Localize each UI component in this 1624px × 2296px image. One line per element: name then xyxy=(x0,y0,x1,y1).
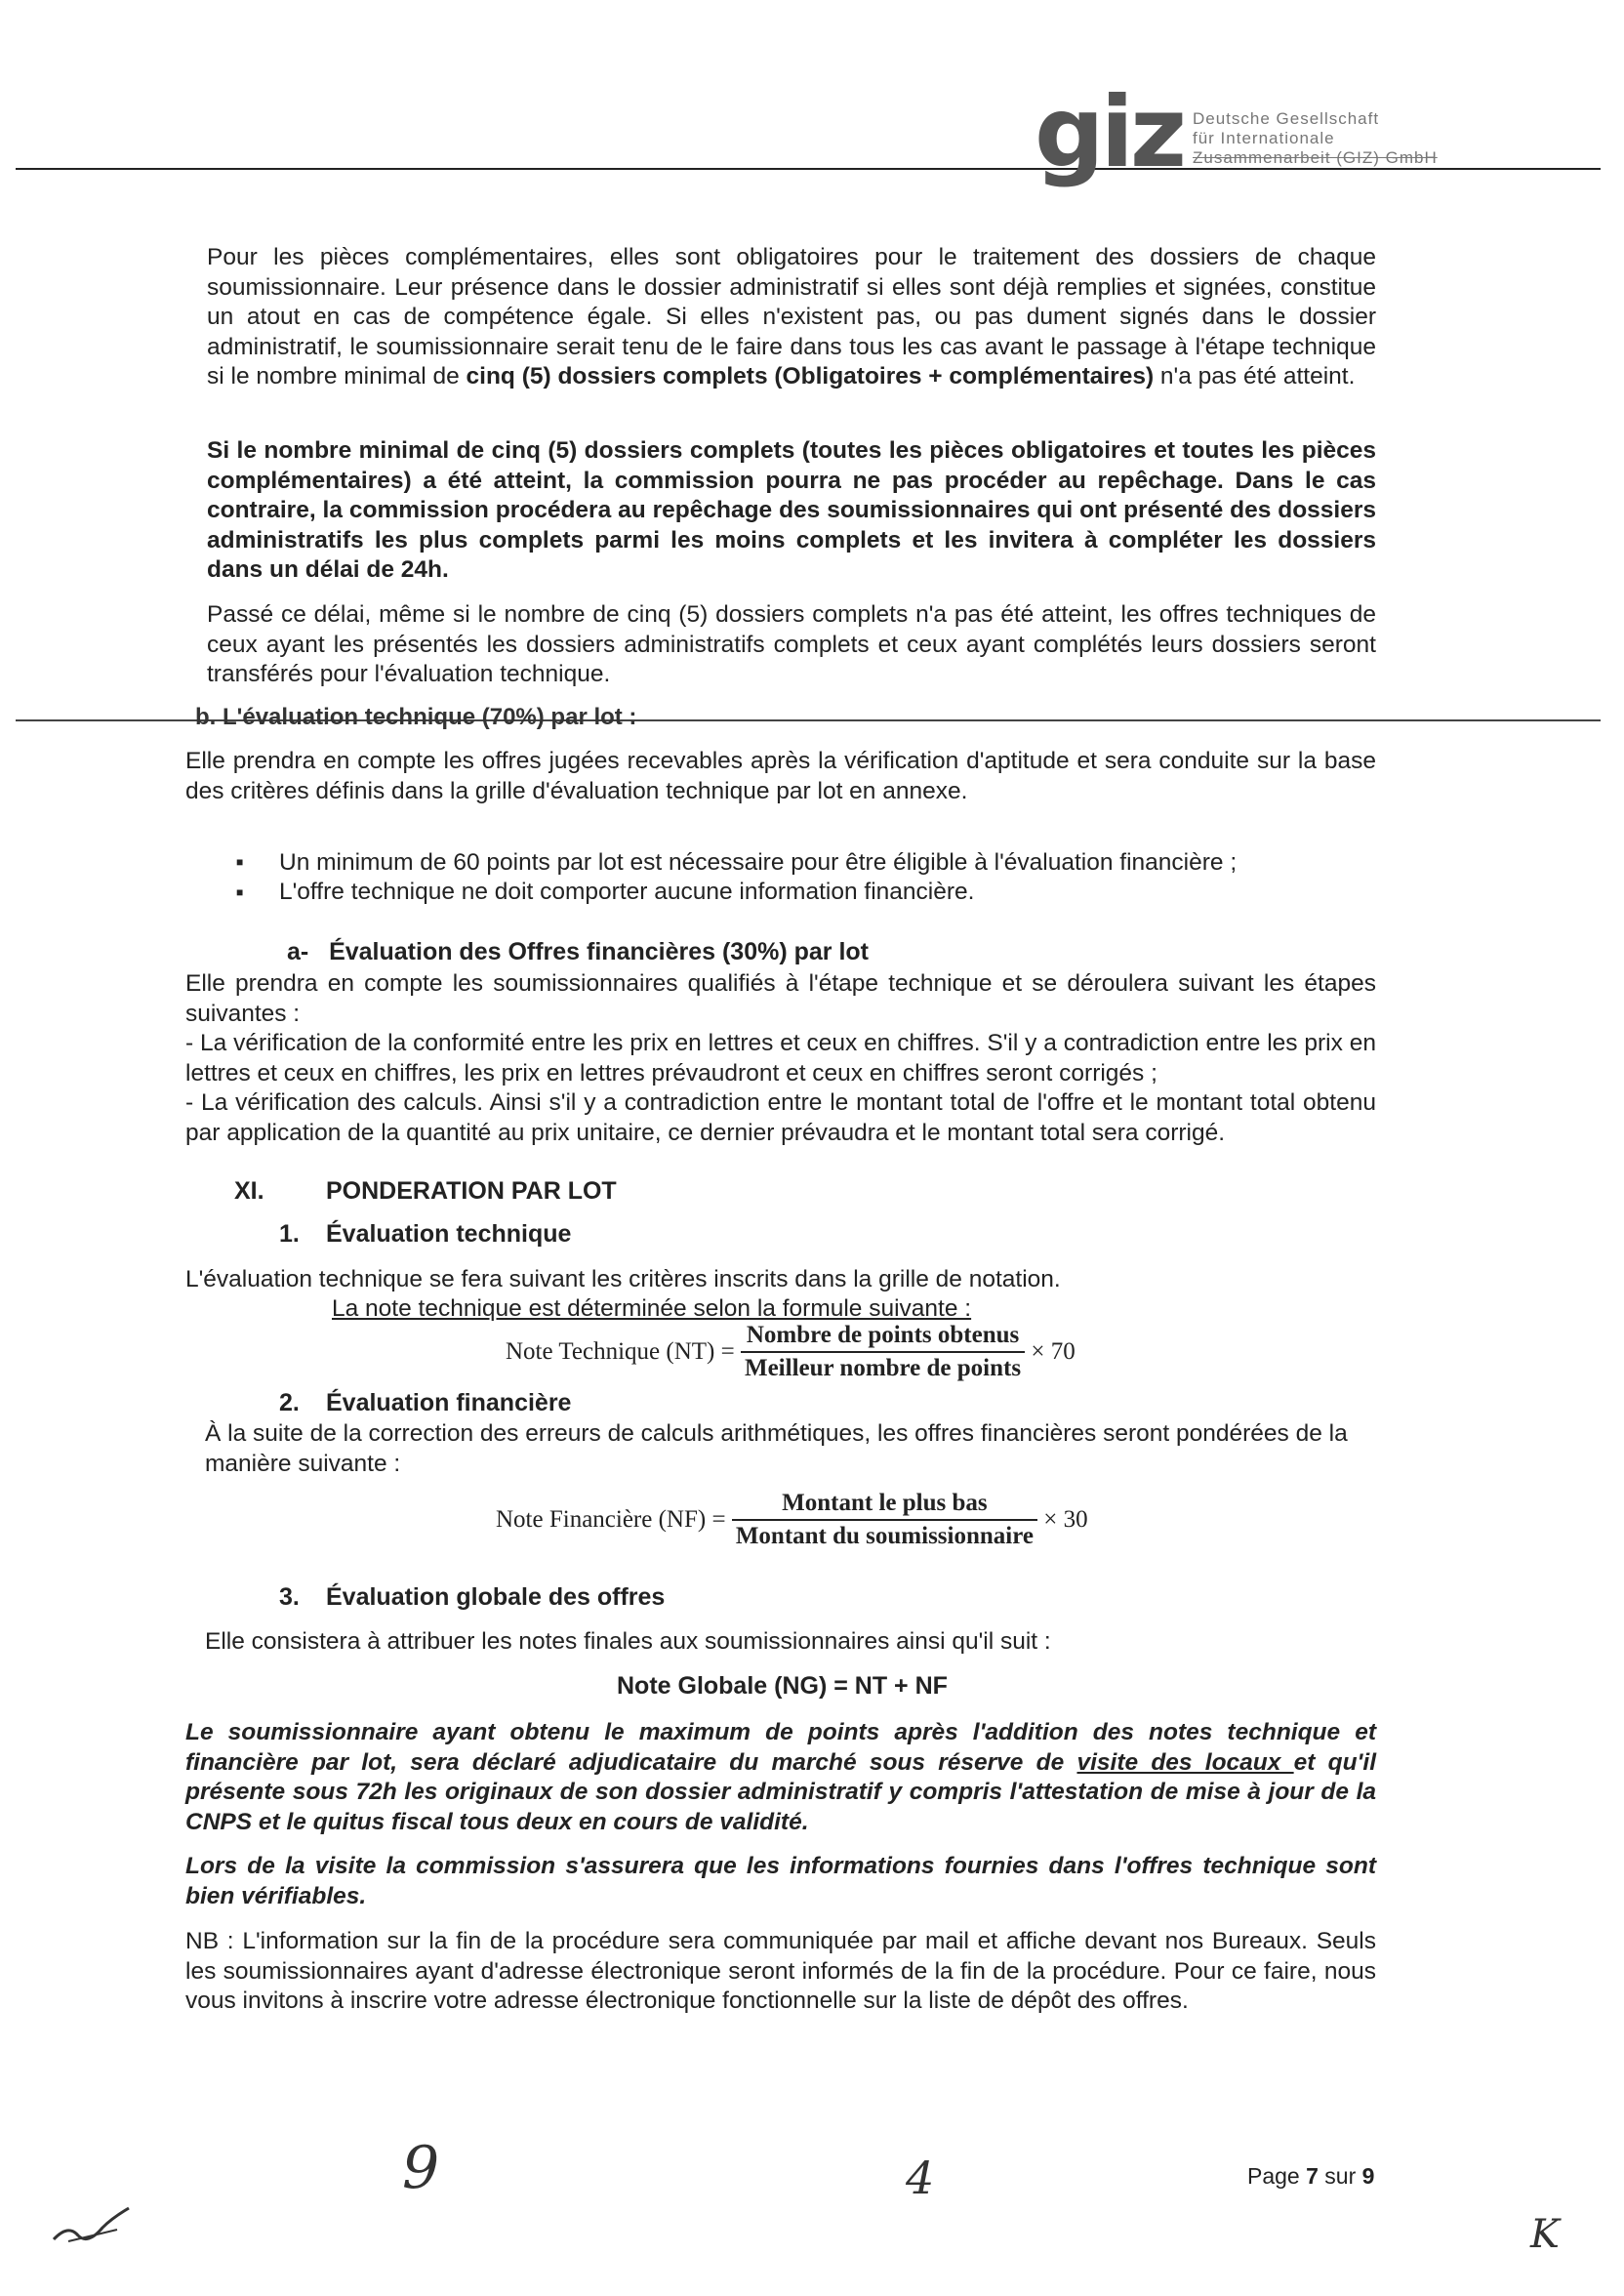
paragraph-repechage: Si le nombre minimal de cinq (5) dossiers complets (toutes les pièces obligatoires et toutes les pièces complémentaires) a été atteint, la commission pourra ne pas procéder au repêchage. Dans le cas contraire, la commission procédera au repêchage des soumissionnaires qui ont présenté des dossiers administratifs les plus complets parmi les moins complets et les invitera à compléter les dossiers dans un délai de 24h. xyxy=(207,437,1376,583)
section-xi-number: XI. xyxy=(234,1177,264,1205)
paragraph-notes-finales: Elle consistera à attribuer les notes finales aux soumissionnaires ainsi qu'il suit : xyxy=(205,1628,1051,1655)
sub3-title: Évaluation globale des offres xyxy=(326,1583,666,1611)
org-line-1: Deutsche Gesellschaft xyxy=(1193,109,1380,128)
bullet-item-2: L'offre technique ne doit comporter aucune information financière. xyxy=(279,879,975,905)
org-line-3: Zusammenarbeit (GIZ) GmbH xyxy=(1193,148,1438,167)
header-rule xyxy=(16,168,1601,170)
sub1-number: 1. xyxy=(279,1220,300,1248)
paragraph-adjudicataire: Le soumissionnaire ayant obtenu le maximum de points après l'addition des notes technique et financière par lot, sera déclaré adjudicataire du marché sous réserve de visite des locaux et qu'il présente sous 72h les originaux de son dossier administratif y compris l'attestation de mise à jour de la CNPS et le quitus fiscal tous deux en cours de validité. xyxy=(185,1719,1377,1835)
handwritten-mark-1: 9 xyxy=(402,2134,440,2202)
paragraph-offres-financieres: Elle prendra en compte les soumissionnaires qualifiés à l'étape technique et se déroulera suivant les étapes suivantes : - La vérification de la conformité entre les prix en lettres et ceux en chiffres. S'il y a contradiction entre les prix en lettres et ceux en chiffres, les prix en lettres prévaudront et ceux en chiffres seront corrigés ; - La vérification des calculs. Ainsi s'il y a contradiction entre le montant total de l'offre et le montant total obtenu par application de la quantité au prix unitaire, ce dernier prévaudra et le montant total sera corrigé. xyxy=(185,970,1376,1146)
section-xi-title: PONDERATION PAR LOT xyxy=(326,1177,617,1205)
paragraph-pieces-complementaires: Pour les pièces complémentaires, elles sont obligatoires pour le traitement des dossiers de chaque soumissionnaire. Leur présence dans le dossier administratif si elles sont déjà remplies et signées, constitue un atout en cas de compétence égale. Si elles n'existent pas, ou pas dument signés dans le dossier administratif, le soumissionnaire serait tenu de le faire dans tous les cas avant le passage à l'étape technique si le nombre minimal de cinq (5) dossiers complets (Obligatoires + complémentaires) n'a pas été atteint. xyxy=(207,244,1376,390)
bullet-item-1: Un minimum de 60 points par lot est nécessaire pour être éligible à l'évaluation financière ; xyxy=(279,849,1238,876)
section-a-heading: a- Évaluation des Offres financières (30%) par lot xyxy=(287,938,870,965)
handwritten-mark-2: 4 xyxy=(906,2152,935,2204)
bullet-icon: ■ xyxy=(236,855,244,869)
sub1-title: Évaluation technique xyxy=(326,1220,572,1248)
paragraph-delai: Passé ce délai, même si le nombre de cinq (5) dossiers complets n'a pas été atteint, les offres techniques de ceux ayant les présentés les dossiers administratifs complets et ceux ayant complétés leurs dossiers seront transférés pour l'évaluation technique. xyxy=(207,601,1376,687)
sub2-number: 2. xyxy=(279,1389,300,1416)
paragraph-evaluation-technique: Elle prendra en compte les offres jugées recevables après la vérification d'aptitude et sera conduite sur la base des critères définis dans la grille d'évaluation technique par lot en annexe. xyxy=(185,748,1376,804)
page-number: Page 7 sur 9 xyxy=(1247,2163,1375,2189)
formula-note-technique: Note Technique (NT) = $\frac{\text{Nombre de points obtenus}}{\text{Meilleur nombre de points}}$ × 70 xyxy=(506,1322,1076,1381)
logo-text: giz xyxy=(1035,75,1184,189)
formula-note-globale: Note Globale (NG) = NT + NF xyxy=(617,1672,948,1700)
handwritten-mark-3: K xyxy=(1530,2212,1560,2257)
org-line-2: für Internationale xyxy=(1193,129,1335,147)
paragraph-visite: Lors de la visite la commission s'assurera que les informations fournies dans l'offres technique sont bien vérifiables. xyxy=(185,1853,1376,1909)
sub3-number: 3. xyxy=(279,1583,300,1611)
bullet-icon: ■ xyxy=(236,885,244,899)
paragraph-ponderation: À la suite de la correction des erreurs de calculs arithmétiques, les offres financières seront pondérées de la manière suivante : xyxy=(205,1420,1348,1477)
formula-intro: La note technique est déterminée selon la formule suivante : xyxy=(332,1295,972,1322)
paragraph-grille: L'évaluation technique se fera suivant les critères inscrits dans la grille de notation. xyxy=(185,1266,1061,1292)
handwritten-initials xyxy=(49,2202,137,2251)
paragraph-nb: NB : L'information sur la fin de la procédure sera communiquée par mail et affiche devant nos Bureaux. Seuls les soumissionnaires ayant d'adresse électronique seront informés de la fin de la procédure. Pour ce faire, nous vous invitons à inscrire votre adresse électronique fonctionnelle sur la liste de dépôt des offres. xyxy=(185,1928,1376,2014)
section-b-heading: b. L'évaluation technique (70%) par lot : xyxy=(195,704,637,730)
formula-note-financiere: Note Financière (NF) = $\frac{\text{Montant le plus bas}}{\text{Montant du soumissionnaire}}$ × 30 xyxy=(496,1490,1088,1549)
giz-logo xyxy=(1035,75,1184,189)
org-name xyxy=(1193,109,1438,168)
sub2-title: Évaluation financière xyxy=(326,1389,572,1416)
